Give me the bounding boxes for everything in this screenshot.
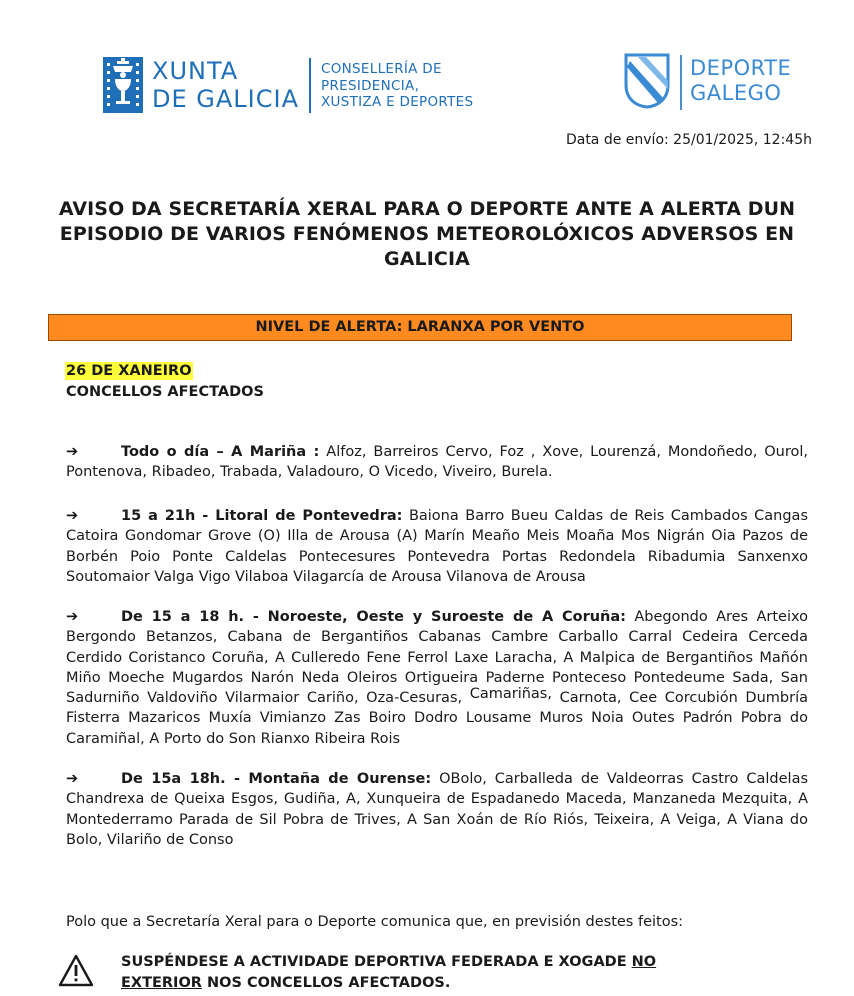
entry-heading: De 15a 18h. - Montaña de Ourense: [121, 771, 432, 787]
xunta-de-galicia-wordmark [152, 57, 299, 113]
concellos-heading: CONCELLOS AFECTADOS [66, 384, 264, 400]
warning-text: SUSPÉNDESE A ACTIVIDADE DEPORTIVA FEDERADA E XOGADE [121, 954, 632, 970]
alert-entry-litoral-pontevedra [66, 506, 808, 587]
alert-entry-a-marina [66, 442, 808, 483]
title-line-2: EPISODIO DE VARIOS FENÓMENOS METEOROLÓXICOS ADVERSOS EN [59, 223, 795, 245]
conselleria-line-1: CONSELLERÍA DE [321, 61, 442, 77]
entry-concellos: Alfoz, Barreiros Cervo, Foz , Xove, Lourenzá, Mondoñedo, Ourol, Pontenova, Ribadeo, Trabada, Valadouro, O Vicedo, Viveiro, Burela. [66, 444, 808, 481]
warning-underlined: NO EXTERIOR [121, 954, 657, 991]
send-date: Data de envío: 25/01/2025, 12:45h [565, 132, 812, 148]
conselleria-name [321, 61, 473, 111]
xunta-de-galicia-emblem-icon [103, 57, 143, 113]
deporte-galego-logo-icon [624, 53, 670, 109]
entry-heading: Todo o día – A Mariña : [121, 444, 320, 460]
header-divider [309, 58, 311, 113]
deporte-galego-wordmark [690, 56, 791, 106]
xunta-line-1: XUNTA [152, 57, 239, 85]
arrow-right-icon: ➔ [66, 444, 79, 460]
entry-heading: 15 a 21h - Litoral de Pontevedra: [121, 508, 403, 524]
arrow-right-icon: ➔ [66, 771, 79, 787]
date-label: 26 DE XANEIRO [66, 363, 192, 379]
page-title [40, 197, 814, 272]
entry-concellos-cont: Carnota, Cee Corcubión Dumbría Fisterra Mazaricos Muxía Vimianzo Zas Boiro Dodro Lousame Muros Noia Outes Padrón Pobra do Caramiñal, A Porto do Son Rianxo Ribeira Rois [66, 690, 808, 747]
deporte-galego-divider [680, 55, 682, 110]
communication-note: Polo que a Secretaría Xeral para o Deporte comunica que, en previsión destes feitos: [66, 914, 684, 930]
conselleria-line-2: PRESIDENCIA, [321, 77, 420, 94]
arrow-right-icon: ➔ [66, 609, 79, 625]
alert-entry-a-coruna [66, 607, 808, 749]
warning-text-end: NOS CONCELLOS AFECTADOS. [201, 974, 451, 991]
suspension-warning [121, 952, 741, 993]
entry-concellos: OBolo, Carballeda de Valdeorras Castro Caldelas Chandrexa de Queixa Esgos, Gudiña, A, Xunqueira de Espadanedo Maceda, Manzaneda Mezquita, A Montederramo Parada de Sil Pobra de Trives, A San Xoán de Río Riós, Teixeira, A Veiga, A Viana do Bolo, Vilariño de Conso [66, 771, 809, 848]
warning-triangle-icon [58, 954, 94, 988]
title-line-3: GALICIA [384, 248, 470, 270]
entry-heading: De 15 a 18 h. - Noroeste, Oeste y Suroeste de A Coruña: [121, 609, 626, 625]
entry-concellos: Baiona Barro Bueu Caldas de Reis Cambados Cangas Catoira Gondomar Grove (O) Illa de Arousa (A) Marín Meaño Meis Moaña Mos Nigrán Oia Pazos de Borbén Poio Ponte Caldelas Pontecesures Pontevedra Portas Redondela Ribadumia Sanxenxo Soutomaior Valga Vigo Vilaboa Vilagarcía de Arousa Vilanova de Arousa [66, 508, 808, 585]
deporte-line-2: GALEGO [690, 81, 782, 105]
title-line-1: AVISO DA SECRETARÍA XERAL PARA O DEPORTE ANTE A ALERTA DUN [58, 198, 796, 220]
conselleria-line-3: XUSTIZA E DEPORTES [321, 94, 474, 110]
alert-level-banner: NIVEL DE ALERTA: LARANXA POR VENTO [48, 314, 792, 341]
xunta-line-2: DE GALICIA [152, 85, 299, 113]
arrow-right-icon: ➔ [66, 508, 79, 524]
entry-concellos-raised: Camariñas, [469, 686, 552, 703]
entry-concellos: Abegondo Ares Arteixo Bergondo Betanzos, Cabana de Bergantiños Cabanas Cambre Carballo Carral Cedeira Cerceda Cerdido Coristanco Coruña, A Culleredo Fene Ferrol Laxe Laracha, A Malpica de Bergantiños Mañón Miño Moeche Mugardos Narón Neda Oleiros Ortigueira Paderne Ponteceso Pontedeume Sada, San Sadurniño Valdoviño Vilarmaior Cariño, Oza-Cesuras, [66, 609, 808, 707]
alert-entry-montana-ourense [66, 769, 808, 850]
deporte-line-1: DEPORTE [690, 56, 792, 80]
